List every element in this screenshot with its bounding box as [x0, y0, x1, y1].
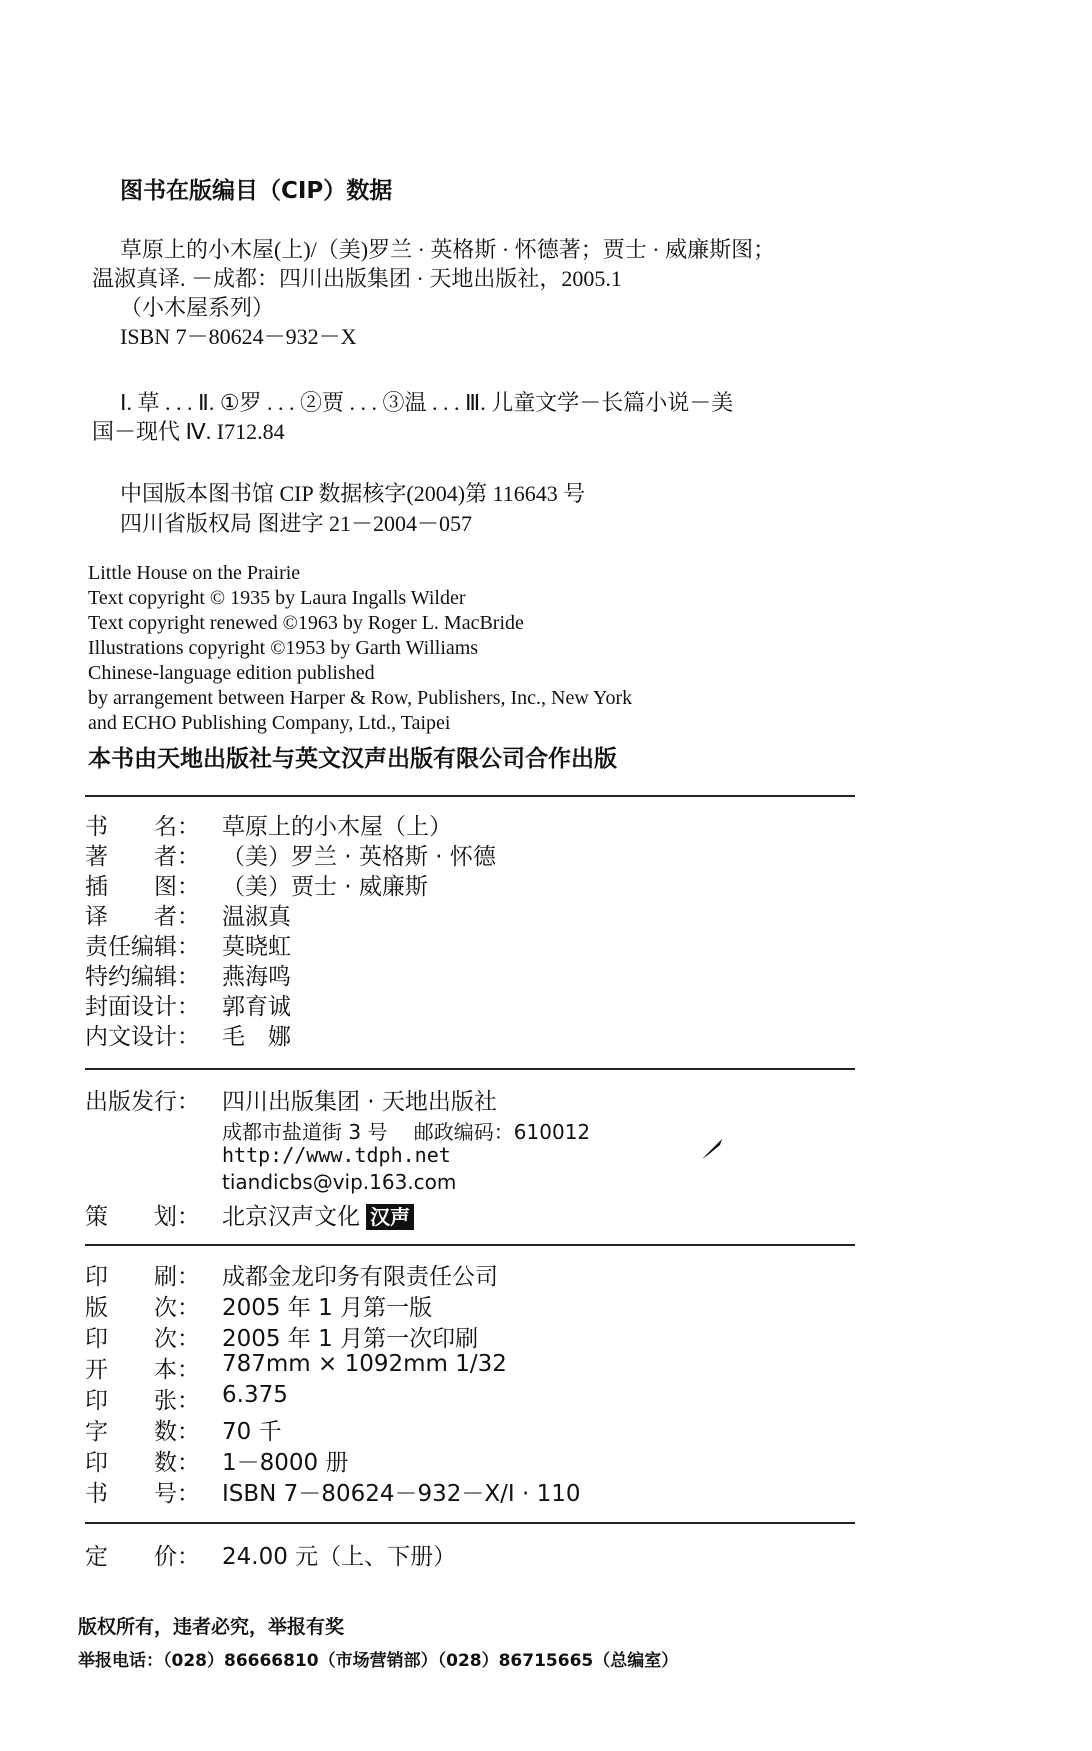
rights-notice: 版权所有，违者必究，举报有奖: [78, 1616, 345, 1638]
publisher-email: tiandicbs@vip.163.com: [222, 1170, 457, 1194]
english-edition-published: Chinese-language edition published: [88, 662, 375, 684]
publisher-url: http://www.tdph.net: [222, 1143, 451, 1167]
price-value: 24.00 元（上、下册）: [222, 1544, 457, 1570]
illustrator-label: 插 图：: [85, 874, 200, 900]
edition-label: 版 次：: [85, 1295, 200, 1321]
publisher-label: 出版发行：: [85, 1089, 200, 1115]
impression-value: 2005 年 1 月第一次印刷: [222, 1326, 479, 1352]
cip-isbn: ISBN 7－80624－932－X: [120, 324, 357, 349]
cip-line-1: 草原上的小木屋(上)/（美)罗兰 · 英格斯 · 怀德著；贾士 · 威廉斯图；: [120, 237, 776, 262]
author-value: （美）罗兰 · 英格斯 · 怀德: [222, 844, 496, 870]
english-arrangement: by arrangement between Harper & Row, Publishers, Inc., New York: [88, 687, 633, 709]
cover-design-value: 郭育诚: [222, 994, 291, 1020]
english-title: Little House on the Prairie: [88, 562, 301, 584]
publisher-address: 成都市盐道街 3 号 邮政编码：610012: [222, 1120, 591, 1144]
planning-label: 策 划：: [85, 1204, 200, 1230]
book-number-value: ISBN 7－80624－932－X/I · 110: [222, 1481, 581, 1507]
hansheng-logo: 汉声: [366, 1204, 414, 1230]
interior-design-label: 内文设计：: [85, 1024, 200, 1050]
printer-label: 印 刷：: [85, 1264, 200, 1290]
english-illustrations-copyright: Illustrations copyright ©1953 by Garth Williams: [88, 637, 479, 659]
impression-label: 印 次：: [85, 1326, 200, 1352]
divider: [85, 1244, 855, 1246]
editor-label: 责任编辑：: [85, 934, 200, 960]
planning-name: 北京汉声文化: [222, 1204, 360, 1230]
format-value: 787mm × 1092mm 1/32: [222, 1351, 507, 1377]
cip-check-number: 中国版本图书馆 CIP 数据核字(2004)第 116643 号: [120, 481, 586, 506]
interior-design-value: 毛 娜: [222, 1024, 291, 1050]
divider: [85, 795, 855, 797]
publisher-name: 四川出版集团 · 天地出版社: [222, 1089, 497, 1115]
price-label: 定 价：: [85, 1544, 200, 1570]
cip-line-3: （小木屋系列）: [120, 295, 275, 320]
english-echo: and ECHO Publishing Company, Ltd., Taipei: [88, 712, 451, 734]
cip-class-1: Ⅰ. 草 . . . Ⅱ. ①罗 . . . ②贾 . . . ③温 . . . Ⅲ. 儿童文学－长篇小说－美: [120, 390, 734, 415]
word-count-value: 70 千: [222, 1419, 282, 1445]
book-title-value: 草原上的小木屋（上）: [222, 814, 452, 840]
report-hotline: 举报电话：（028）86666810（市场营销部）（028）86715665（总编室）: [78, 1651, 679, 1671]
cooperation-note: 本书由天地出版社与英文汉声出版有限公司合作出版: [88, 746, 617, 772]
book-number-label: 书 号：: [85, 1481, 200, 1507]
cip-copyright-registration: 四川省版权局 图进字 21－2004－057: [120, 511, 473, 536]
guest-editor-value: 燕海鸣: [222, 964, 291, 990]
cover-design-label: 封面设计：: [85, 994, 200, 1020]
book-title-label: 书 名：: [85, 814, 200, 840]
edition-value: 2005 年 1 月第一版: [222, 1295, 433, 1321]
cip-heading: 图书在版编目（CIP）数据: [120, 178, 393, 204]
sheets-label: 印 张：: [85, 1388, 200, 1414]
divider: [85, 1068, 855, 1070]
sheets-value: 6.375: [222, 1382, 288, 1408]
english-text-copyright: Text copyright © 1935 by Laura Ingalls Wilder: [88, 587, 466, 609]
translator-label: 译 者：: [85, 904, 200, 930]
cip-line-2: 温淑真译. －成都：四川出版集团 · 天地出版社，2005.1: [92, 266, 622, 291]
divider: [85, 1522, 855, 1524]
print-run-label: 印 数：: [85, 1450, 200, 1476]
author-label: 著 者：: [85, 844, 200, 870]
print-run-value: 1－8000 册: [222, 1450, 349, 1476]
english-copyright-renewed: Text copyright renewed ©1963 by Roger L. MacBride: [88, 612, 524, 634]
pen-mark-icon: [700, 1135, 726, 1161]
cip-class-2: 国－现代 Ⅳ. I712.84: [92, 419, 285, 444]
guest-editor-label: 特约编辑：: [85, 964, 200, 990]
editor-value: 莫晓虹: [222, 934, 291, 960]
word-count-label: 字 数：: [85, 1419, 200, 1445]
printer-value: 成都金龙印务有限责任公司: [222, 1264, 498, 1290]
planning-value: [222, 1198, 414, 1231]
illustrator-value: （美）贾士 · 威廉斯: [222, 874, 428, 900]
translator-value: 温淑真: [222, 904, 291, 930]
format-label: 开 本：: [85, 1357, 200, 1383]
